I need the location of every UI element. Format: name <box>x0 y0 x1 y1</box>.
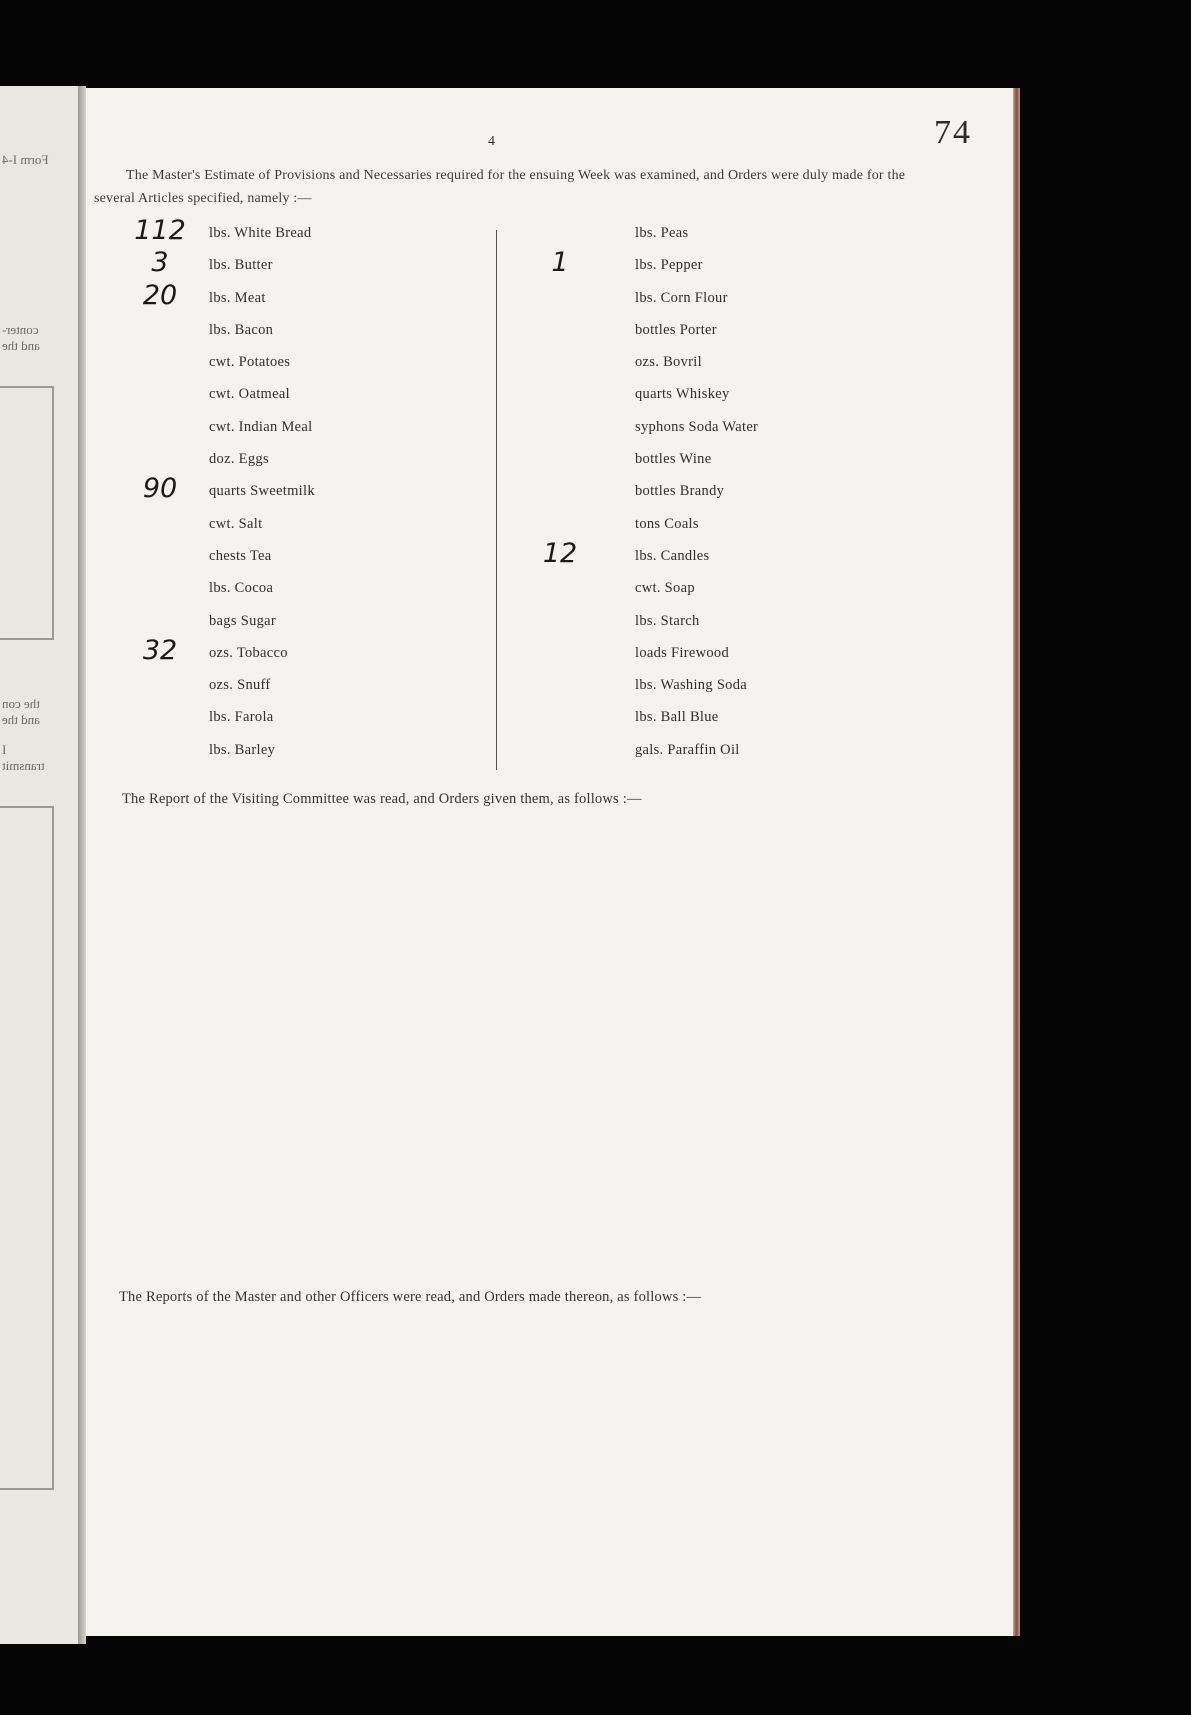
facing-page <box>0 86 82 1644</box>
facing-page-text: conter- <box>2 322 39 337</box>
provision-item-label: gals. Paraffin Oil <box>635 741 740 758</box>
estimate-intro-text: The Master's Estimate of Provisions and Necessaries required for the ensuing Week was examined, and Orders were duly made for the several Articles specified, namely :— <box>94 168 906 206</box>
book-gutter <box>78 86 86 1644</box>
page-edge <box>1013 88 1020 1636</box>
master-reports-heading: The Reports of the Master and other Officers were read, and Orders made thereon, as follows :— <box>119 1289 702 1305</box>
facing-page-text: transmit <box>2 758 45 773</box>
handwritten-quantity: 1 <box>551 247 569 279</box>
provision-item-label: lbs. Candles <box>635 547 710 564</box>
page-number: 4 <box>488 134 495 149</box>
provision-item-label: cwt. Indian Meal <box>209 418 313 435</box>
provision-item-label: bags Sugar <box>209 612 277 629</box>
column-divider <box>496 230 497 770</box>
provision-item-label: lbs. Pepper <box>635 257 703 274</box>
provision-item-label: bottles Wine <box>635 451 712 468</box>
provision-item-label: ozs. Bovril <box>635 354 702 371</box>
handwritten-quantity: 90 <box>142 473 178 505</box>
provision-item-label: lbs. Washing Soda <box>635 677 748 694</box>
visiting-committee-heading: The Report of the Visiting Committee was read, and Orders given them, as follows :— <box>122 791 642 807</box>
provision-item-label: lbs. Corn Flour <box>635 289 728 306</box>
facing-page-text: the con <box>2 696 40 711</box>
provision-item-label: ozs. Snuff <box>209 677 271 694</box>
handwritten-quantity: 32 <box>142 634 178 666</box>
provision-item-label: bottles Porter <box>635 321 717 338</box>
provision-item-label: cwt. Soap <box>635 580 695 597</box>
provision-item-label: lbs. Barley <box>209 741 276 758</box>
handwritten-quantity: 112 <box>134 215 186 246</box>
facing-page-box <box>0 386 54 640</box>
provision-item-label: cwt. Potatoes <box>209 354 291 371</box>
provision-item-label: lbs. Meat <box>209 289 266 306</box>
provision-item-label: quarts Sweetmilk <box>209 483 315 500</box>
provision-item-label: cwt. Salt <box>209 515 263 532</box>
ledger-page <box>86 88 1013 1636</box>
handwritten-quantity: 12 <box>542 537 578 569</box>
provision-item-label: syphons Soda Water <box>635 418 759 435</box>
facing-page-text: and the <box>2 712 40 727</box>
provision-item-label: lbs. White Bread <box>209 225 312 241</box>
facing-page-text: I <box>2 742 7 757</box>
provision-item-label: lbs. Starch <box>635 612 700 629</box>
provision-item-label: chests Tea <box>209 547 272 564</box>
folio-number: 74 <box>934 114 972 151</box>
provision-item-label: cwt. Oatmeal <box>209 386 290 403</box>
provision-item-label: loads Firewood <box>635 644 730 661</box>
facing-page-text: Form I-4 <box>2 152 49 167</box>
provision-item-label: quarts Whiskey <box>635 386 730 403</box>
provision-item-label: lbs. Cocoa <box>209 580 274 597</box>
facing-page-box <box>0 806 54 1490</box>
provision-item-label: lbs. Butter <box>209 257 273 274</box>
provision-item-label: ozs. Tobacco <box>209 644 288 661</box>
provision-item-label: lbs. Peas <box>635 225 689 241</box>
provision-item-label: doz. Eggs <box>209 451 269 468</box>
handwritten-quantity: 3 <box>151 247 169 279</box>
provision-item-label: lbs. Bacon <box>209 321 274 338</box>
provision-item-label: lbs. Ball Blue <box>635 709 719 726</box>
facing-page-text: and the <box>2 338 40 353</box>
provision-item-label: tons Coals <box>635 515 699 532</box>
handwritten-quantity: 20 <box>142 279 178 311</box>
provision-item-label: bottles Brandy <box>635 483 725 500</box>
provision-item-label: lbs. Farola <box>209 709 274 726</box>
